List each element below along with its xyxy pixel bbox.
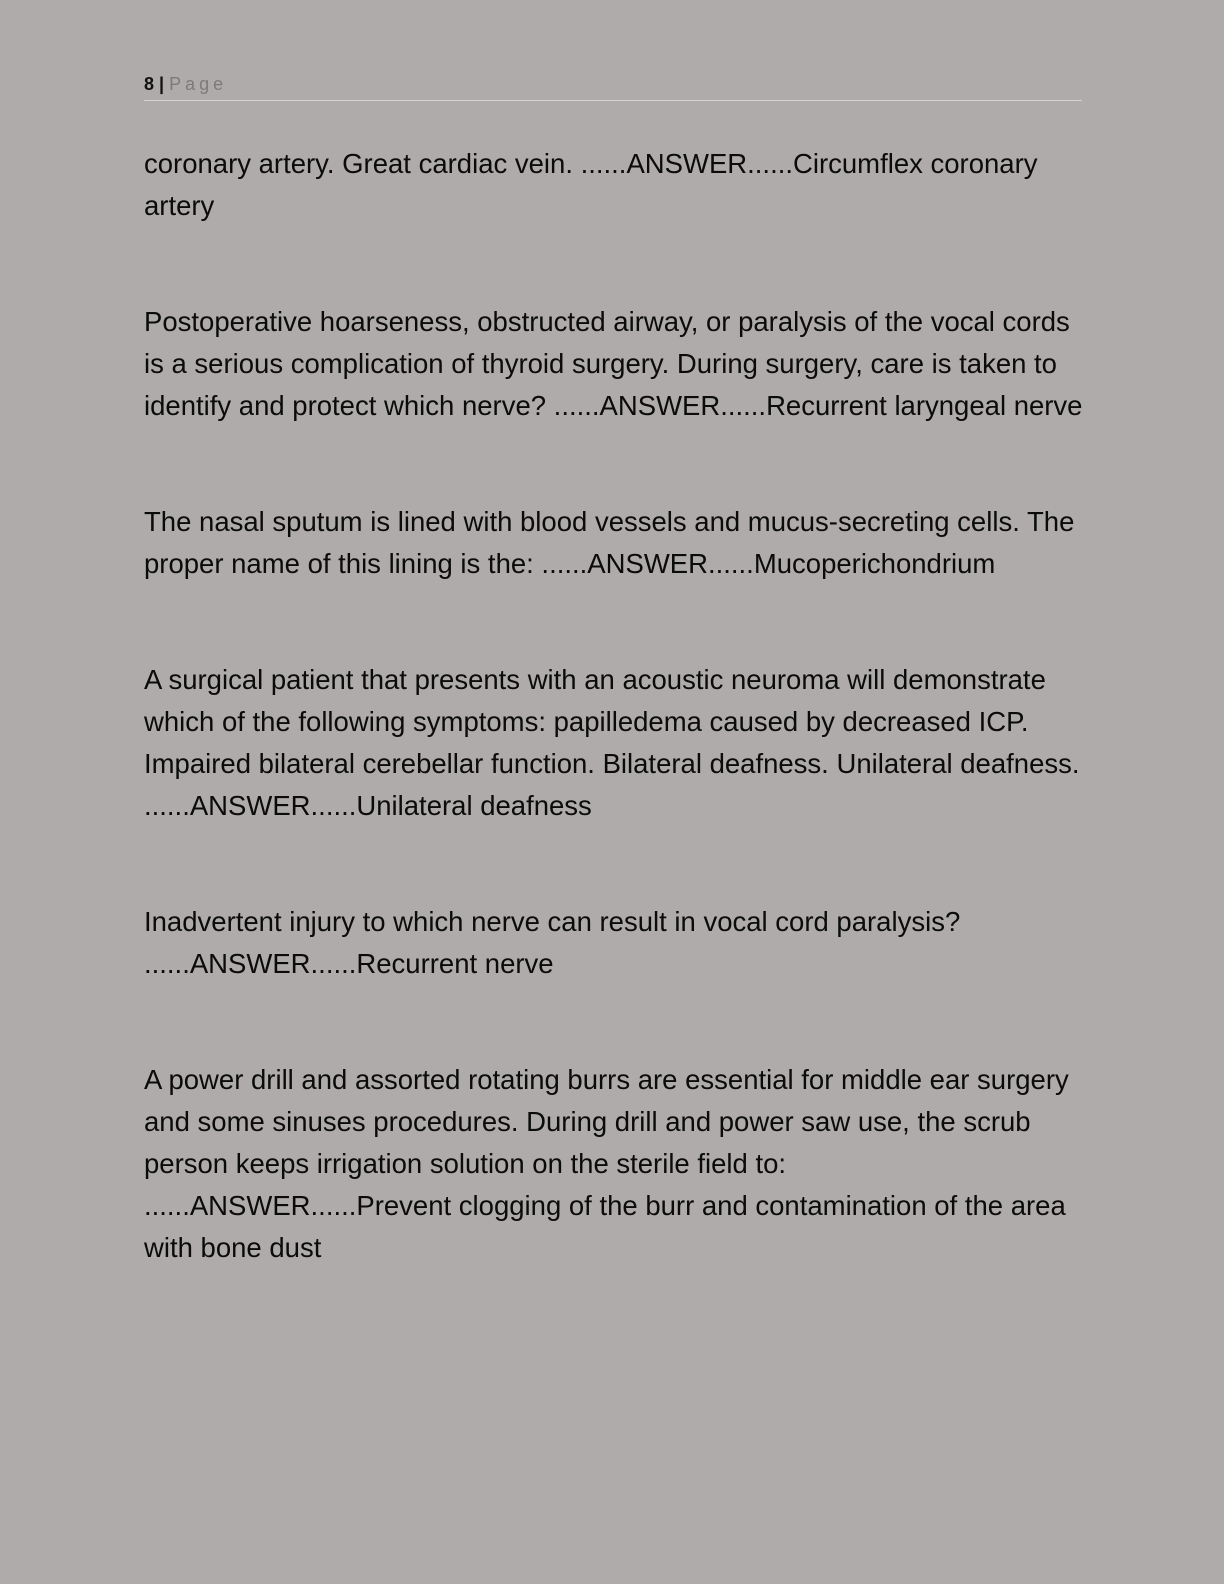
page-number: 8 <box>144 74 155 94</box>
qa-entry-1: coronary artery. Great cardiac vein. ......ANSWER......Circumflex coronary artery <box>144 148 1038 221</box>
qa-entry-6: A power drill and assorted rotating burrs are essential for middle ear surgery and some sinuses procedures. During drill and power saw use, the scrub person keeps irrigation solution on the sterile field to: ......ANSWER......Prevent clogging of the burr and contamination of the area with bone dust <box>144 1064 1069 1263</box>
page-content <box>144 143 1084 1269</box>
page-header <box>144 72 1082 101</box>
qa-entry-3: The nasal sputum is lined with blood vessels and mucus-secreting cells. The proper name of this lining is the: ......ANSWER......Mucoperichondrium <box>144 506 1075 579</box>
header-separator: | <box>159 74 165 94</box>
qa-entry-5: Inadvertent injury to which nerve can result in vocal cord paralysis? ......ANSWER......Recurrent nerve <box>144 906 961 979</box>
page-label: Page <box>169 74 228 94</box>
qa-entry-4: A surgical patient that presents with an acoustic neuroma will demonstrate which of the following symptoms: papilledema caused by decreased ICP. Impaired bilateral cerebellar function. Bilateral deafness. Unilateral deafness. ......ANSWER......Unilateral deafness <box>144 664 1080 821</box>
qa-entry-2: Postoperative hoarseness, obstructed airway, or paralysis of the vocal cords is a serious complication of thyroid surgery. During surgery, care is taken to identify and protect which nerve? ......ANSWER......Recurrent laryngeal nerve <box>144 306 1083 421</box>
